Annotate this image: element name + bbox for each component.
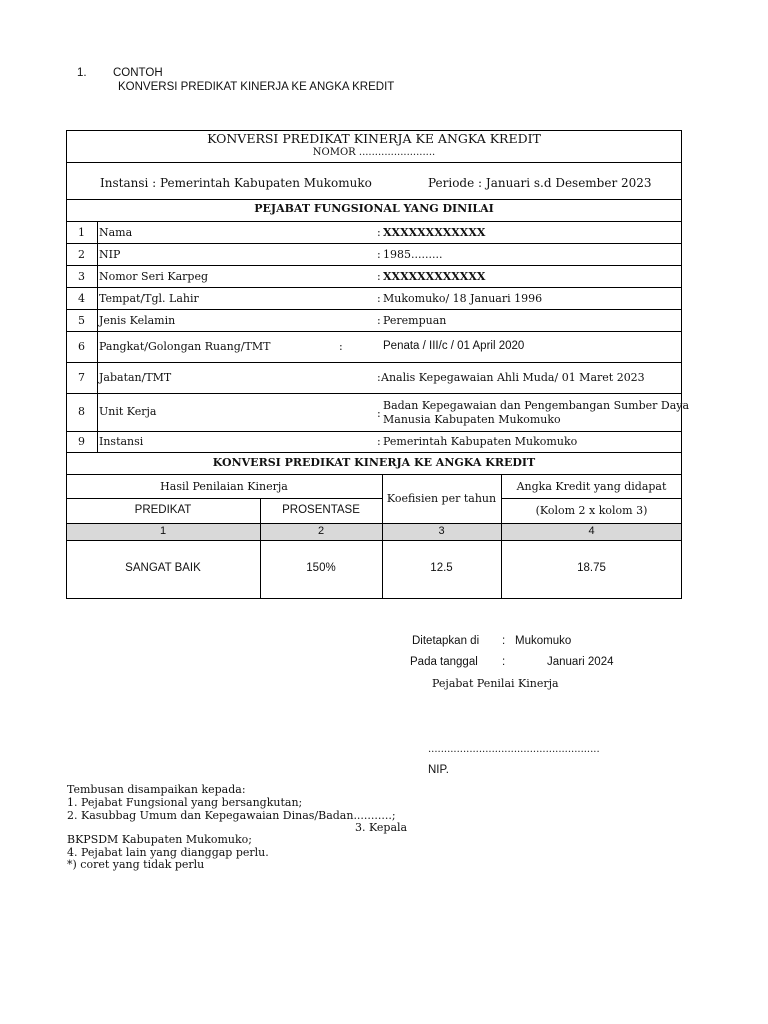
tanggal-value: Januari 2024 [547,656,614,668]
rule [66,243,682,244]
tanggal-label: Pada tanggal [410,656,478,668]
row-number: 4 [78,292,85,305]
row-value: Penata / III/c / 01 April 2020 [383,340,525,352]
section2-title: KONVERSI PREDIKAT KINERJA KE ANGKA KREDIT [212,456,536,469]
row-number: 3 [78,270,85,283]
rule [66,498,382,499]
rule [66,221,682,222]
row-value-line2: Manusia Kabupaten Mukomuko [383,413,561,426]
row-label: NIP [99,248,121,261]
row-colon: : [377,314,381,327]
row-colon: : [377,371,381,384]
row-value: Analis Kepegawaian Ahli Muda/ 01 Maret 2023 [381,371,645,384]
tembusan-line2: 2. Kasubbag Umum dan Kepegawaian Dinas/Badan...........; [67,809,396,822]
rule [66,474,682,475]
row-value: XXXXXXXXXXXX [383,226,486,239]
rule [501,498,682,499]
rule [66,431,682,432]
form-periode: Periode : Januari s.d Desember 2023 [428,176,652,190]
header-predikat: PREDIKAT [134,504,192,516]
tembusan-line1: 1. Pejabat Fungsional yang bersangkutan; [67,796,303,809]
rule [66,540,682,541]
row-value: Mukomuko/ 18 Januari 1996 [383,292,543,305]
row-colon: : [339,340,343,353]
row-label: Instansi [99,435,144,448]
row-number: 9 [78,435,85,448]
rule [66,265,682,266]
row-number: 7 [78,371,85,384]
signature-line: ...................................................... [428,744,600,755]
column-number: 4 [588,525,595,537]
row-colon: : [377,407,381,420]
row-label: Pangkat/Golongan Ruang/TMT [99,340,271,353]
row-number: 5 [78,314,85,327]
ditetapkan-value: Mukomuko [515,635,572,647]
tembusan-title: Tembusan disampaikan kepada: [67,783,246,796]
pejabat-penilai: Pejabat Penilai Kinerja [432,677,559,690]
row-label: Jabatan/TMT [99,371,172,384]
row-number: 8 [78,405,85,418]
row-colon: : [377,270,381,283]
signature-nip: NIP. [428,764,449,776]
ditetapkan-label: Ditetapkan di [412,635,480,647]
cell-angka-kredit: 18.75 [577,562,606,574]
cell-predikat: SANGAT BAIK [125,562,201,574]
cell-koefisien: 12.5 [430,562,453,574]
rule [66,393,682,394]
column-number: 3 [438,525,445,537]
row-colon: : [377,248,381,261]
row-value: 1985......... [383,248,443,261]
form-title: KONVERSI PREDIKAT KINERJA KE ANGKA KREDIT [207,131,541,146]
row-colon: : [377,435,381,448]
form-nomor: NOMOR ........................ [312,147,436,158]
ditetapkan-colon: : [502,635,506,647]
row-value-line1: Badan Kepegawaian dan Pengembangan Sumber Daya [383,399,690,412]
heading-number: 1. [77,67,87,79]
row-colon: : [377,226,381,239]
header-koefisien: Koefisien per tahun [386,492,497,505]
row-number: 2 [78,248,85,261]
row-label: Tempat/Tgl. Lahir [99,292,199,305]
column-number: 2 [317,525,325,537]
rule [97,221,98,452]
cell-prosentase: 150% [306,562,336,574]
tembusan-line3a: 3. Kepala [355,821,408,834]
rule [66,287,682,288]
row-value: Perempuan [383,314,447,327]
header-prosentase: PROSENTASE [282,504,360,516]
rule [66,199,682,200]
rule [66,309,682,310]
heading-label: CONTOH [113,67,163,79]
tembusan-line3b: BKPSDM Kabupaten Mukomuko; [67,833,252,846]
row-label: Nama [99,226,133,239]
form-instansi: Instansi : Pemerintah Kabupaten Mukomuko [100,176,372,190]
row-colon: : [377,292,381,305]
row-label: Jenis Kelamin [99,314,176,327]
rule [66,523,682,524]
heading-title: KONVERSI PREDIKAT KINERJA KE ANGKA KREDIT [118,81,395,93]
tembusan-note: *) coret yang tidak perlu [67,858,205,871]
section1-title: PEJABAT FUNGSIONAL YANG DINILAI [254,202,494,215]
rule [66,362,682,363]
tembusan-line4: 4. Pejabat lain yang dianggap perlu. [67,846,269,859]
rule [66,452,682,453]
column-number: 1 [159,525,167,537]
row-value: XXXXXXXXXXXX [383,270,486,283]
row-label: Unit Kerja [99,405,157,418]
row-label: Nomor Seri Karpeg [99,270,209,283]
rule [66,162,682,163]
tanggal-colon: : [502,656,506,668]
row-number: 6 [78,340,85,353]
row-number: 1 [78,226,85,239]
rule [66,331,682,332]
header-hasil: Hasil Penilaian Kinerja [160,480,288,493]
header-rumus: (Kolom 2 x kolom 3) [535,504,648,517]
row-value: Pemerintah Kabupaten Mukomuko [383,435,578,448]
header-angka: Angka Kredit yang didapat [516,480,667,493]
